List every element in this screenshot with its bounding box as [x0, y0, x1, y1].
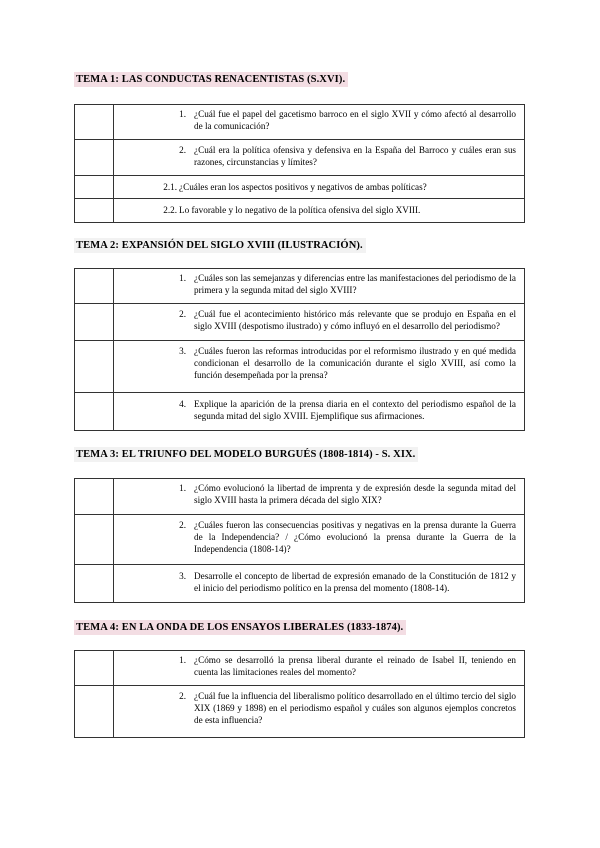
question-number: 1.	[179, 655, 186, 665]
table-row	[75, 304, 525, 341]
section-4-title: TEMA 4: EN LA ONDA DE LOS ENSAYOS LIBERALES (1833-1874).	[74, 620, 406, 635]
table-row	[75, 565, 525, 603]
table-row	[75, 393, 525, 431]
blank-cell	[75, 140, 114, 176]
question-text: Explique la aparición de la prensa diaria en el contexto del periodismo español de la segunda mitad del siglo XVIII. Ejemplifique sus afirmaciones.	[194, 399, 516, 421]
table-row	[75, 651, 525, 686]
blank-cell	[75, 686, 114, 738]
question-text: ¿Cómo evolucionó la libertad de imprenta y de expresión desde la segunda mitad del siglo XVIII hasta la primera década del siglo XIX?	[194, 483, 516, 505]
question-number: 2.	[179, 520, 186, 530]
blank-cell	[75, 304, 114, 341]
question-text: ¿Cuál fue la influencia del liberalismo político desarrollado en el último tercio del siglo XIX (1869 y 1898) en el periodismo español y cuáles son algunos ejemplos concretos de esta influencia?	[194, 691, 516, 725]
table-row	[75, 479, 525, 515]
section-2-questions-table	[74, 268, 525, 431]
blank-cell	[75, 651, 114, 686]
table-row	[75, 140, 525, 176]
blank-cell	[75, 199, 114, 223]
question-number: 3.	[179, 571, 186, 581]
question-number: 1.	[179, 273, 186, 283]
section-1-questions-table	[74, 104, 525, 223]
blank-cell	[75, 515, 114, 565]
table-row	[75, 105, 525, 140]
section-3-questions-table	[74, 478, 525, 603]
table-row	[75, 269, 525, 304]
question-text: Lo favorable y lo negativo de la política ofensiva del siglo XVIII.	[179, 205, 421, 215]
table-row	[75, 176, 525, 199]
section-4-questions-table	[74, 650, 525, 738]
question-number: 3.	[179, 346, 186, 356]
question-number: 4.	[179, 399, 186, 409]
question-number: 2.	[179, 691, 186, 701]
question-number: 1.	[179, 109, 186, 119]
question-number: 2.1.	[163, 182, 177, 192]
table-row	[75, 515, 525, 565]
question-text: ¿Cuál fue el acontecimiento histórico más relevante que se produjo en España en el siglo XVIII (despotismo ilustrado) y cómo influyó en el desarrollo del periodismo?	[194, 309, 516, 331]
question-number: 2.	[179, 309, 186, 319]
question-number: 2.	[179, 145, 186, 155]
question-text: ¿Cuál fue el papel del gacetismo barroco en el siglo XVII y cómo afectó al desarrollo de la comunicación?	[194, 109, 516, 131]
blank-cell	[75, 479, 114, 515]
question-text: ¿Cuáles eran los aspectos positivos y negativos de ambas políticas?	[179, 182, 427, 192]
blank-cell	[75, 341, 114, 393]
blank-cell	[75, 176, 114, 199]
question-number: 2.2.	[163, 205, 177, 215]
blank-cell	[75, 393, 114, 431]
question-text: ¿Cuál era la política ofensiva y defensiva en la España del Barroco y cuáles eran sus razones, circunstancias y límites?	[194, 145, 516, 167]
question-text: ¿Cuáles fueron las reformas introducidas por el reformismo ilustrado y en qué medida condicionan el desarrollo de la comunicación durante el siglo XVIII, así como la función desempeñada por la prensa?	[194, 346, 516, 380]
section-3-title: TEMA 3: EL TRIUNFO DEL MODELO BURGUÉS (1808-1814) - S. XIX.	[74, 447, 418, 462]
question-text: ¿Cuáles son las semejanzas y diferencias entre las manifestaciones del periodismo de la primera y la segunda mitad del siglo XVIII?	[194, 273, 516, 295]
table-row	[75, 341, 525, 393]
question-text: Desarrolle el concepto de libertad de expresión emanado de la Constitución de 1812 y el inicio del periodismo político en la prensa del momento (1808-14).	[194, 571, 516, 593]
question-text: ¿Cuáles fueron las consecuencias positivas y negativas en la prensa durante la Guerra de la Independencia? / ¿Cómo evolucionó la prensa durante la Guerra de la Independencia (1808-14)?	[194, 520, 516, 554]
question-text: ¿Cómo se desarrolló la prensa liberal durante el reinado de Isabel II, teniendo en cuenta las limitaciones reales del momento?	[194, 655, 516, 677]
section-2-title: TEMA 2: EXPANSIÓN DEL SIGLO XVIII (ILUSTRACIÓN).	[74, 238, 366, 253]
table-row	[75, 686, 525, 738]
blank-cell	[75, 105, 114, 140]
question-number: 1.	[179, 483, 186, 493]
table-row	[75, 199, 525, 223]
blank-cell	[75, 565, 114, 603]
blank-cell	[75, 269, 114, 304]
section-1-title: TEMA 1: LAS CONDUCTAS RENACENTISTAS (S.XVI).	[74, 72, 348, 87]
